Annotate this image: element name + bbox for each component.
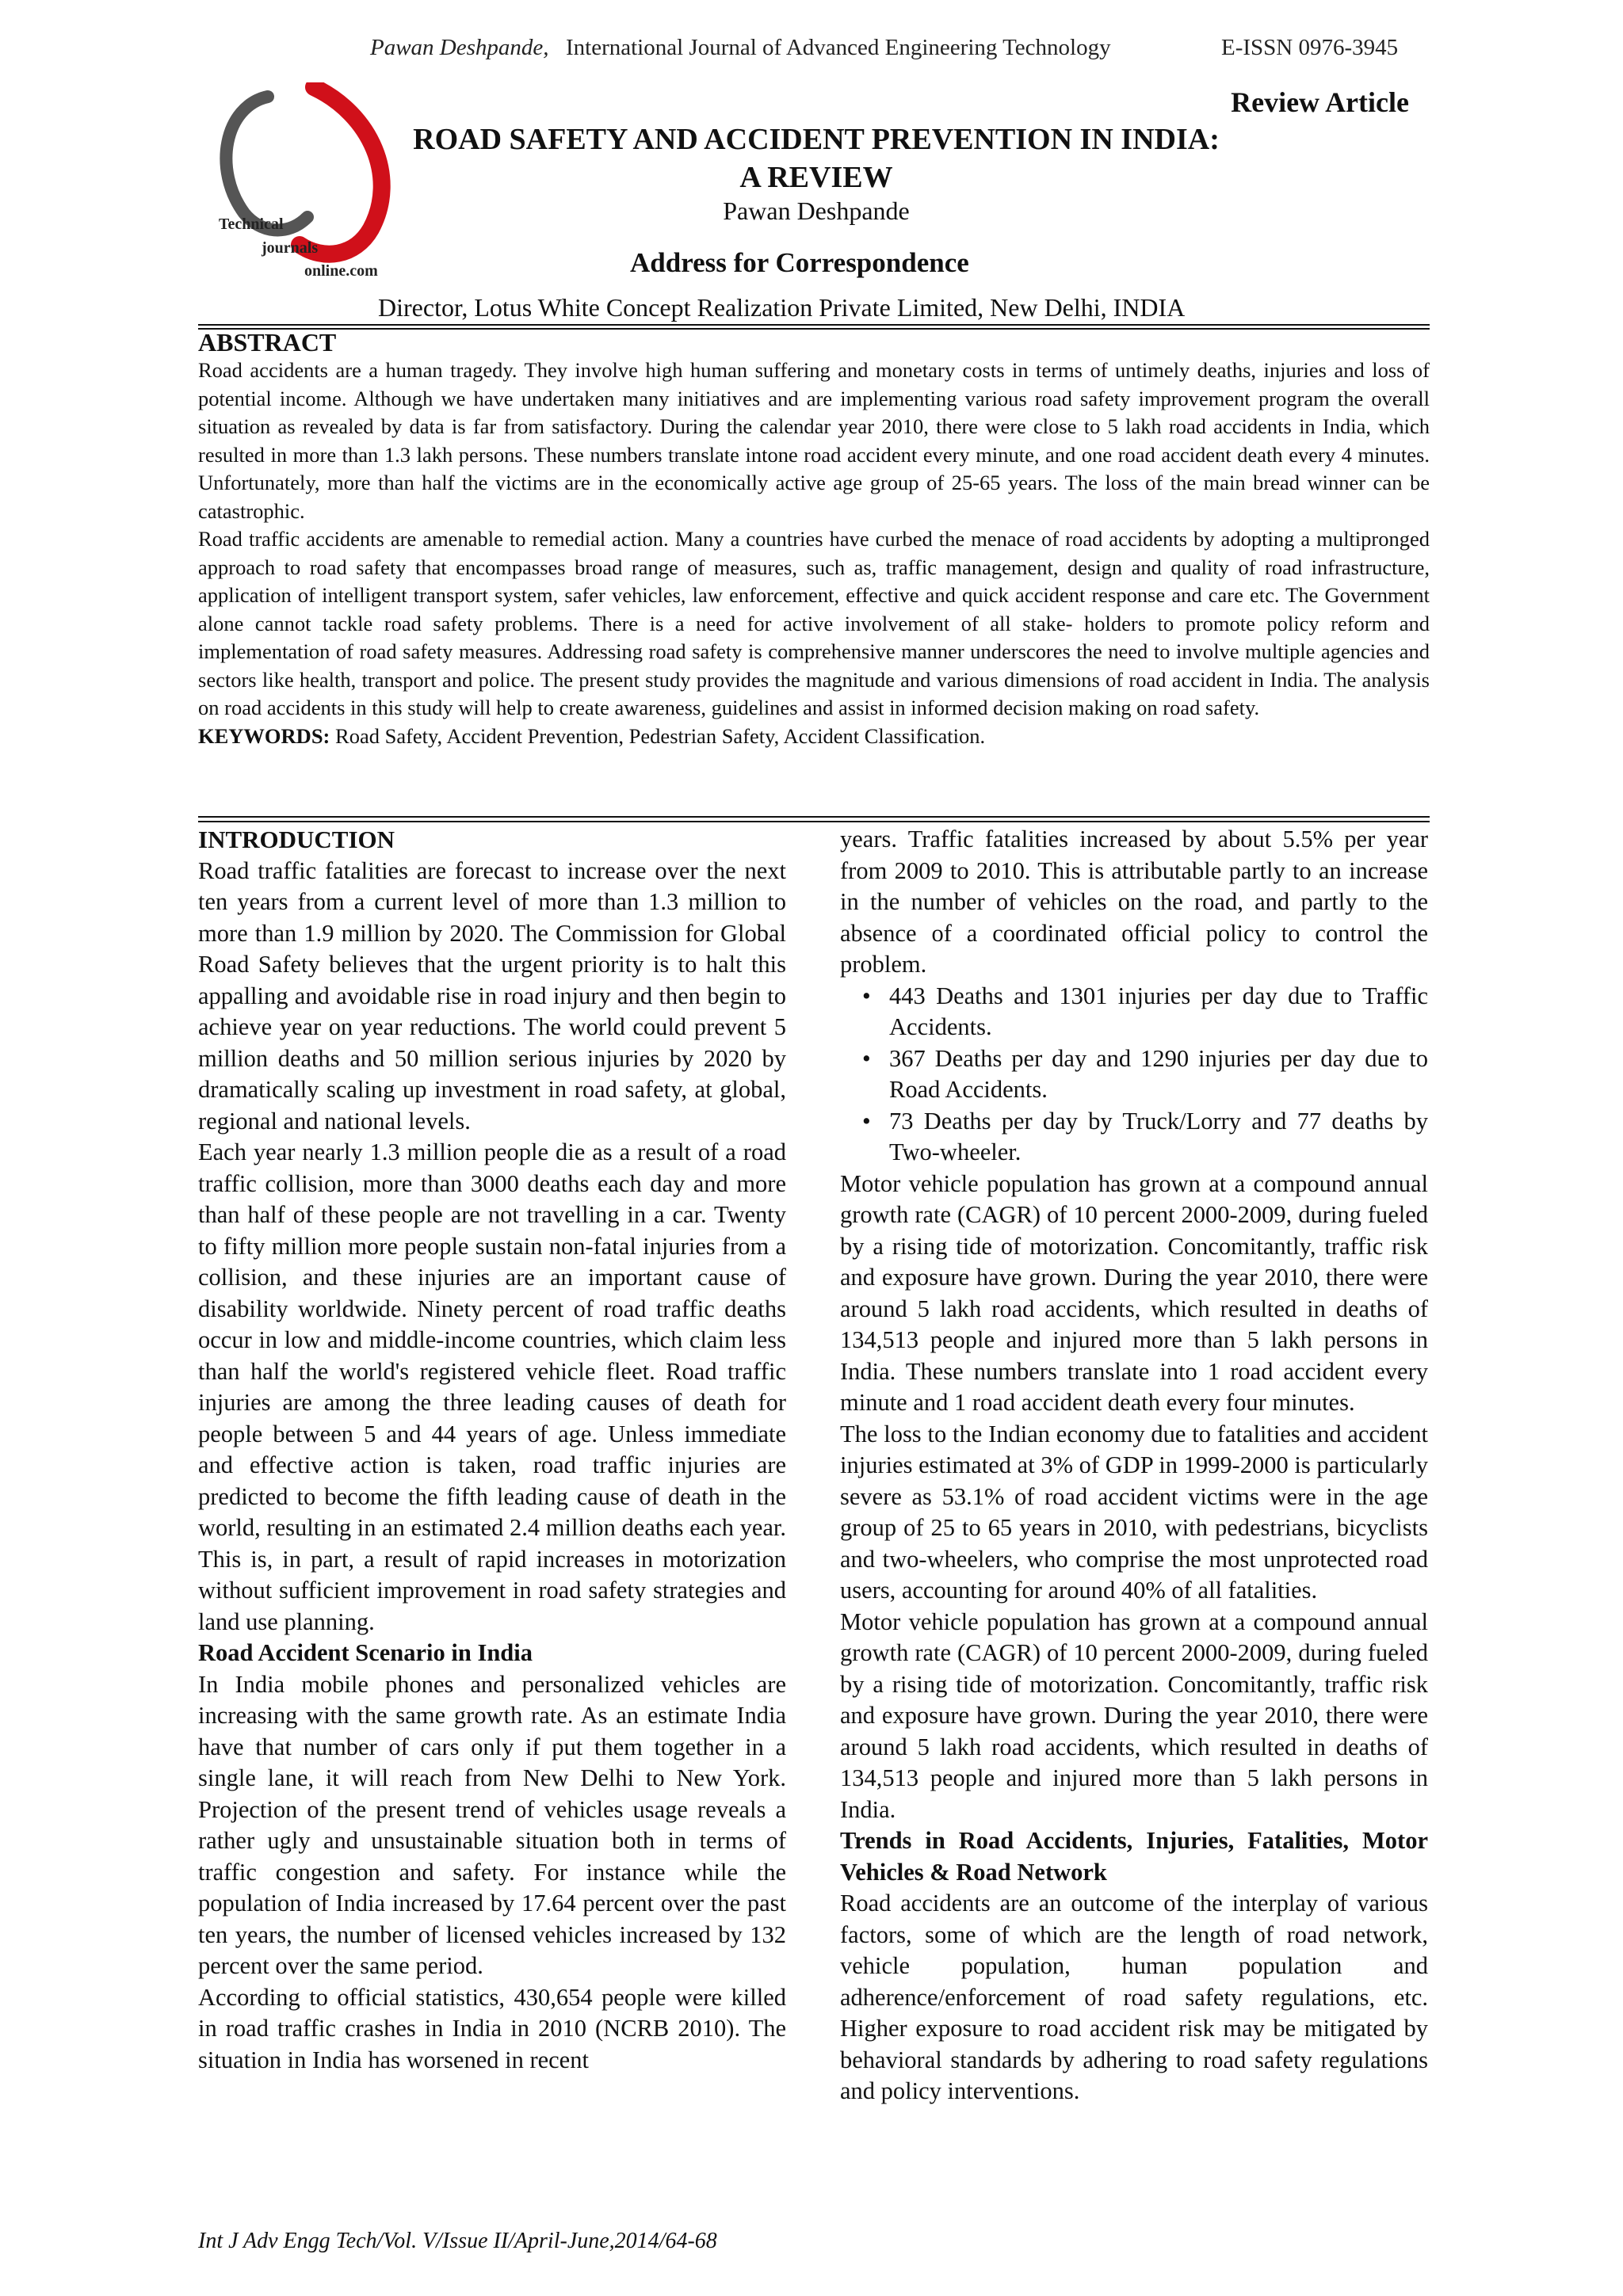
trends-paragraph-1: Road accidents are an outcome of the interplay of various factors, some of which are the length of road network, vehicle population, human population and adherence/enforcement of road safety regulations, etc. Higher exposure to road accident risk may be mitigated by behavioral standards by adhering to road safety regulations and policy interventions. xyxy=(840,1890,1428,2104)
article-type: Review Article xyxy=(1231,86,1409,118)
scenario-heading: Road Accident Scenario in India xyxy=(198,1639,533,1666)
header-issn: E-ISSN 0976-3945 xyxy=(1221,35,1399,60)
correspondence-heading: Address for Correspondence xyxy=(630,247,969,278)
header-author: Pawan Deshpande, xyxy=(370,35,549,60)
right-paragraph-4: Motor vehicle population has grown at a compound annual growth rate (CAGR) of 10 percent 2000-2009, during fueled by a rising tide of motorization. Concomitantly, traffic risk and exposure have grown. During the year 2010, there were around 5 lakh road accidents, which resulted in deaths of 134,513 people and injured more than 5 lakh persons in India. xyxy=(840,1608,1428,1823)
logo-text-online: online.com xyxy=(304,262,378,280)
paper-title-line2: A REVIEW xyxy=(739,161,893,194)
keywords-text: Road Safety, Accident Prevention, Pedestrian Safety, Accident Classification. xyxy=(335,723,986,748)
bullet-item xyxy=(840,1106,1428,1169)
body-column-left xyxy=(198,824,786,2076)
abstract-section xyxy=(198,328,1430,750)
logo-ring-red-inner xyxy=(300,106,341,217)
author-affiliation: Director, Lotus White Concept Realization Private Limited, New Delhi, INDIA xyxy=(378,293,1186,322)
bullet-item xyxy=(840,981,1428,1043)
bullet-text: 73 Deaths per day by Truck/Lorry and 77 deaths by Two-wheeler. xyxy=(889,1107,1428,1165)
keywords-line xyxy=(198,723,1430,751)
paper-title-line1: ROAD SAFETY AND ACCIDENT PREVENTION IN INDIA: xyxy=(413,123,1220,156)
body-column-right xyxy=(840,824,1428,2107)
right-paragraph-3: The loss to the Indian economy due to fatalities and accident injuries estimated at 3% of GDP in 1999-2000 is particularly severe as 53.1% of road accident victims were in the age group of 25 to 65 years in 2010, with pedestrians, bicyclists and two-wheelers, who comprise the most unprotected road users, accounting for around 40% of all fatalities. xyxy=(840,1420,1428,1604)
statistics-bullet-list xyxy=(840,981,1428,1169)
page-footer-citation: Int J Adv Engg Tech/Vol. V/Issue II/April-June,2014/64-68 xyxy=(198,2229,717,2253)
logo-ring-dark xyxy=(226,97,307,230)
introduction-paragraph-2: Each year nearly 1.3 million people die as a result of a road traffic collision, more than 3000 deaths each day and more than half of these people are not travelling in a car. Twenty to fifty million more people sustain non-fatal injuries from a collision, and these injuries are an important cause of disability worldwide. Ninety percent of road traffic deaths occur in low and middle-income countries, which claim less than half the world's registered vehicle fleet. Road traffic injuries are among the three leading causes of death for people between 5 and 44 years of age. Unless immediate and effective action is taken, road traffic injuries are predicted to become the fifth leading cause of death in the world, resulting in an estimated 2.4 million deaths each year. This is, in part, a result of rapid increases in motorization without sufficient improvement in road safety strategies and land use planning. xyxy=(198,1138,786,1635)
bullet-text: 367 Deaths per day and 1290 injuries per day due to Road Accidents. xyxy=(889,1044,1428,1103)
logo-text-journals: journals xyxy=(262,239,319,257)
right-paragraph-1: years. Traffic fatalities increased by about 5.5% per year from 2009 to 2010. This is attributable partly to an increase in the number of vehicles on the road, and partly to the absence of a coordinated official policy to control the problem. xyxy=(840,826,1428,978)
header-divider-top xyxy=(198,324,1430,326)
keywords-label: KEYWORDS: xyxy=(198,723,330,748)
trends-heading: Trends in Road Accidents, Injuries, Fatalities, Motor Vehicles & Road Network xyxy=(840,1827,1428,1886)
abstract-paragraph-2: Road traffic accidents are amenable to remedial action. Many a countries have curbed the menace of road accidents by adopting a multipronged approach to road safety that encompasses broad range of measures, such as, traffic management, design and quality of road infrastructure, application of intelligent transport system, safer vehicles, law enforcement, effective and quick accident response and care etc. The Government alone cannot tackle road safety problems. There is a need for active involvement of all stake- holders to promote policy reform and implementation of road safety measures. Addressing road safety is comprehensive manner underscores the need to involve multiple agencies and sectors like health, transport and police. The present study provides the magnitude and various dimensions of road accident in India. The analysis on road accidents in this study will help to create awareness, guidelines and assist in informed decision making on road safety. xyxy=(198,527,1430,719)
header-journal: International Journal of Advanced Engineering Technology xyxy=(566,35,1111,60)
journal-logo xyxy=(212,82,418,280)
introduction-paragraph-1: Road traffic fatalities are forecast to increase over the next ten years from a current level of more than 1.3 million to more than 1.9 million by 2020. The Commission for Global Road Safety believes that the urgent priority is to halt this appalling and avoidable rise in road injury and then begin to achieve year on year reductions. The world could prevent 5 million deaths and 50 million serious injuries by 2020 by dramatically scaling up investment in road safety, at global, regional and national levels. xyxy=(198,856,786,1135)
scenario-paragraph-1: In India mobile phones and personalized vehicles are increasing with the same growth rate. As an estimate India have that number of cars only if put them together in a single lane, it will reach from New Delhi to New York. Projection of the present trend of vehicles usage reveals a rather ugly and unsustainable situation both in terms of traffic congestion and safety. For instance while the population of India increased by 17.64 percent over the past ten years, the number of licensed vehicles increased by 132 percent over the same period. xyxy=(198,1670,786,1979)
right-paragraph-2: Motor vehicle population has grown at a compound annual growth rate (CAGR) of 10 percent 2000-2009, during fueled by a rising tide of motorization. Concomitantly, traffic risk and exposure have grown. During the year 2010, there were around 5 lakh road accidents, which resulted in deaths of 134,513 people and injured more than 5 lakh persons in India. These numbers translate into 1 road accident every minute and 1 road accident death every four minutes. xyxy=(840,1169,1428,1416)
scenario-paragraph-2: According to official statistics, 430,654 people were killed in road traffic crashes in India in 2010 (NCRB 2010). The situation in India has worsened in recent xyxy=(198,1983,786,2073)
abstract-divider-top xyxy=(198,816,1430,818)
abstract-heading: ABSTRACT xyxy=(198,328,337,357)
introduction-heading: INTRODUCTION xyxy=(198,826,395,853)
bullet-marker: • xyxy=(862,982,871,1009)
abstract-paragraph-1: Road accidents are a human tragedy. They involve high human suffering and monetary costs in terms of untimely deaths, injuries and loss of potential income. Although we have undertaken many initiatives and are implementing various road safety improvement program the overall situation as revealed by data is far from satisfactory. During the calendar year 2010, there were close to 5 lakh road accidents in India, which resulted in more than 1.3 lakh persons. These numbers translate intone road accident every minute, and one road accident death every 4 minutes. Unfortunately, more than half the victims are in the economically active age group of 25-65 years. The loss of the main bread winner can be catastrophic. xyxy=(198,358,1430,523)
paper-title xyxy=(412,120,1220,196)
paper-author: Pawan Deshpande xyxy=(723,196,910,225)
bullet-marker: • xyxy=(862,1044,871,1072)
bullet-item xyxy=(840,1043,1428,1106)
bullet-text: 443 Deaths and 1301 injuries per day due to Traffic Accidents. xyxy=(889,982,1428,1040)
logo-text-technical: Technical xyxy=(219,215,284,233)
bullet-marker: • xyxy=(862,1107,871,1135)
abstract-divider-bottom xyxy=(198,821,1430,822)
